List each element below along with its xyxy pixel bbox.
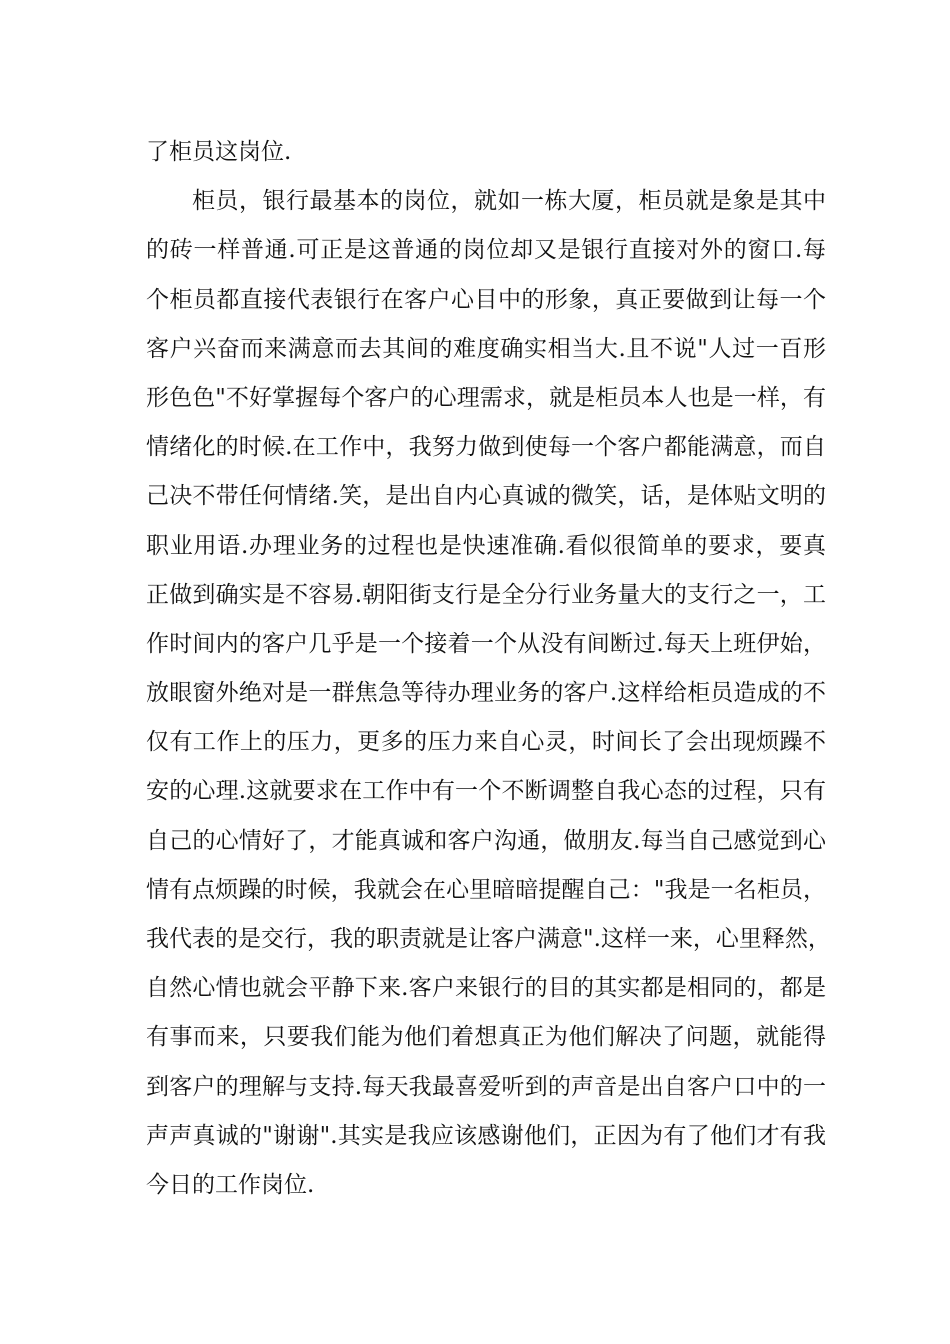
text-line: 了柜员这岗位. bbox=[146, 139, 292, 165]
text-line: 情绪化的时候.在工作中，我努力做到使每一个客户都能满意，而自 bbox=[146, 434, 826, 461]
text-line: 个柜员都直接代表银行在客户心目中的形象，真正要做到让每一个 bbox=[146, 286, 826, 313]
text-line: 自己的心情好了，才能真诚和客户沟通，做朋友.每当自己感觉到心 bbox=[146, 827, 826, 854]
text-line: 的砖一样普通.可正是这普通的岗位却又是银行直接对外的窗口.每 bbox=[146, 237, 826, 264]
body-text bbox=[146, 128, 831, 1210]
text-line: 形色色"不好掌握每个客户的心理需求，就是柜员本人也是一样，有 bbox=[146, 384, 826, 411]
text-line: 仅有工作上的压力，更多的压力来自心灵，时间长了会出现烦躁不 bbox=[146, 729, 826, 756]
text-line: 安的心理.这就要求在工作中有一个不断调整自我心态的过程，只有 bbox=[146, 778, 826, 805]
text-line: 到客户的理解与支持.每天我最喜爱听到的声音是出自客户口中的一 bbox=[146, 1073, 826, 1100]
text-line: 作时间内的客户几乎是一个接着一个从没有间断过.每天上班伊始， bbox=[146, 630, 826, 657]
paragraph-first-line: 柜员，银行最基本的岗位，就如一栋大厦，柜员就是象是其中 bbox=[192, 188, 826, 215]
text-line: 放眼窗外绝对是一群焦急等待办理业务的客户.这样给柜员造成的不 bbox=[146, 680, 826, 707]
text-line: 有事而来，只要我们能为他们着想真正为他们解决了问题，就能得 bbox=[146, 1024, 826, 1051]
text-line: 情有点烦躁的时候，我就会在心里暗暗提醒自己："我是一名柜员， bbox=[146, 876, 826, 903]
text-line: 职业用语.办理业务的过程也是快速准确.看似很简单的要求，要真 bbox=[146, 532, 826, 559]
text-line: 自然心情也就会平静下来.客户来银行的目的其实都是相同的，都是 bbox=[146, 975, 826, 1002]
text-line: 客户兴奋而来满意而去其间的难度确实相当大.且不说"人过一百形 bbox=[146, 335, 826, 362]
text-line: 我代表的是交行，我的职责就是让客户满意".这样一来，心里释然， bbox=[146, 926, 831, 952]
text-line: 声声真诚的"谢谢".其实是我应该感谢他们，正因为有了他们才有我 bbox=[146, 1122, 826, 1149]
text-line: 今日的工作岗位. bbox=[146, 1171, 315, 1198]
text-line: 正做到确实是不容易.朝阳街支行是全分行业务量大的支行之一，工 bbox=[146, 581, 826, 608]
text-line: 己决不带任何情绪.笑，是出自内心真诚的微笑，话，是体贴文明的 bbox=[146, 483, 826, 510]
